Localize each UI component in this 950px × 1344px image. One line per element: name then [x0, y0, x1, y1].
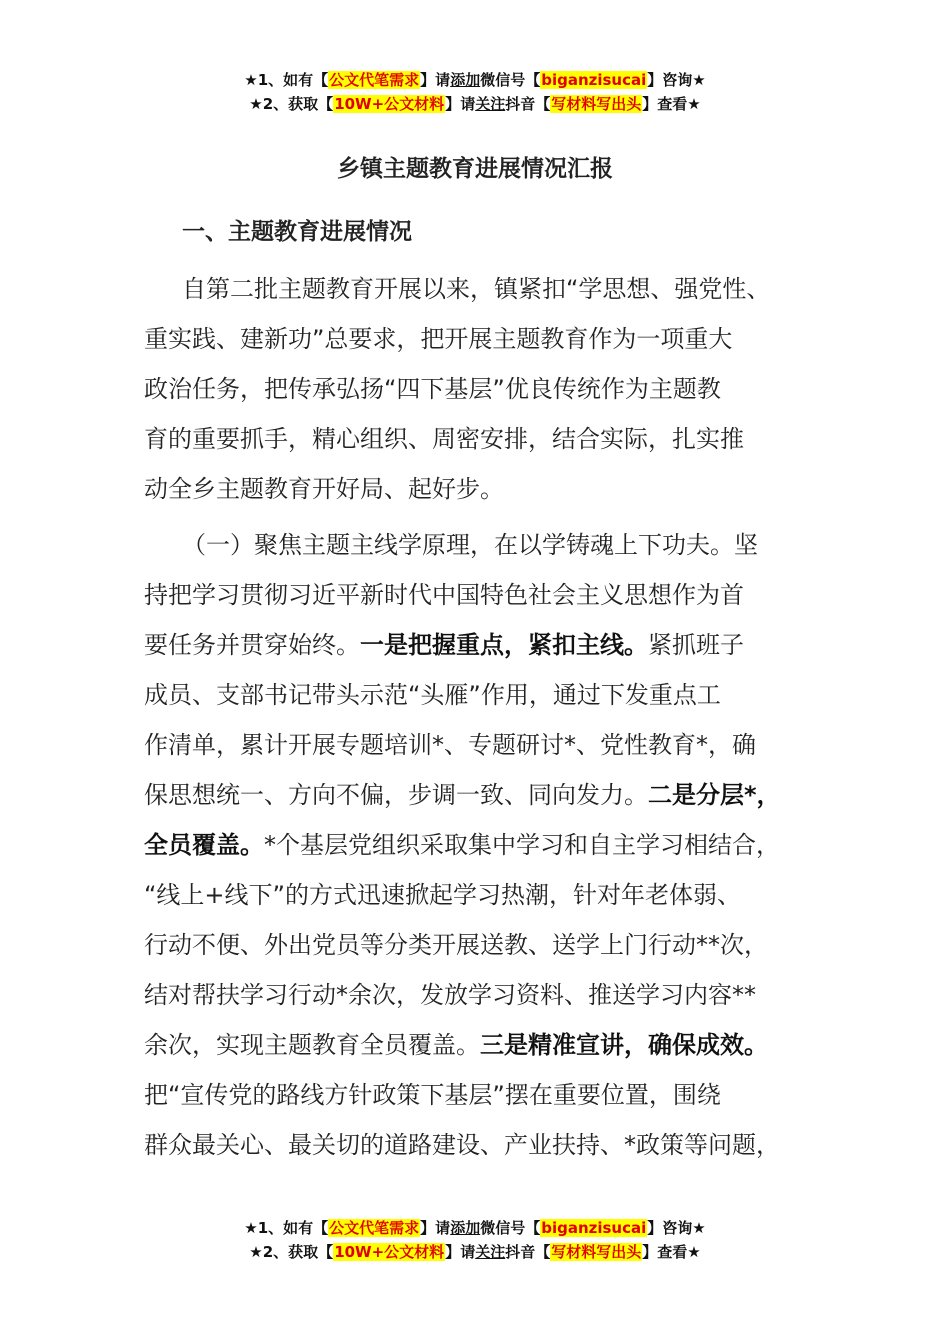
text-run: 保思想统一、方向不偏，步调一致、同向发力。: [144, 781, 648, 809]
banner-text: 】咨询★: [647, 1219, 706, 1237]
banner-underlined: 添加: [450, 1219, 481, 1237]
banner-highlight: 10W+公文材料: [334, 95, 445, 113]
banner-douyin-id: 写材料写出头: [551, 95, 642, 113]
paragraph-line: 政治任务，把传承弘扬“四下基层”优良传统作为主题教: [144, 375, 721, 403]
banner-underlined: 关注: [475, 95, 506, 113]
paragraph-line: 群众最关心、最关切的道路建设、产业扶持、*政策等问题，: [144, 1131, 780, 1159]
banner-text: 】查看★: [642, 1243, 701, 1261]
banner-text: 】请: [420, 1219, 451, 1237]
banner-text: 微信号【: [480, 71, 541, 89]
bold-point-1: 一是把握重点，紧扣主线。: [360, 631, 648, 659]
paragraph-line: 把“宣传党的路线方针政策下基层”摆在重要位置，围绕: [144, 1081, 721, 1109]
banner-line-2: [0, 92, 950, 116]
paragraph-line: 自第二批主题教育开展以来，镇紧扣“学思想、强党性、: [182, 275, 771, 303]
paragraph-line: 育的重要抓手，精心组织、周密安排，结合实际，扎实推: [144, 425, 744, 453]
banner-text: 微信号【: [480, 1219, 541, 1237]
paragraph-line: 结对帮扶学习行动*余次，发放学习资料、推送学习内容**: [144, 981, 756, 1009]
banner-line-1: [0, 68, 950, 92]
bottom-banner: [0, 1216, 950, 1264]
paragraph-line: 行动不便、外出党员等分类开展送教、送学上门行动**次，: [144, 931, 768, 959]
document-title: 乡镇主题教育进展情况汇报: [337, 156, 613, 182]
banner-text: ★1、如有【: [244, 71, 329, 89]
paragraph-line: 动全乡主题教育开好局、起好步。: [144, 475, 504, 503]
banner-wechat-id: biganzisucai: [541, 1219, 647, 1237]
banner-douyin-id: 写材料写出头: [551, 1243, 642, 1261]
paragraph-section-1: [144, 520, 824, 1170]
paragraph-line: [144, 770, 824, 820]
banner-text: 】查看★: [642, 95, 701, 113]
paragraph-line: 作清单，累计开展专题培训*、专题研讨*、党性教育*，确: [144, 731, 756, 759]
banner-highlight: 公文代笔需求: [329, 71, 420, 89]
paragraph-line: （一）聚焦主题主线学原理，在以学铸魂上下功夫。坚: [182, 531, 758, 559]
paragraph-intro: [144, 264, 824, 514]
banner-text: 】请: [445, 1243, 476, 1261]
banner-line-1: [0, 1216, 950, 1240]
banner-text: 抖音【: [505, 95, 551, 113]
bold-point-2-cont: 全员覆盖。: [144, 831, 264, 859]
banner-text: 】咨询★: [647, 71, 706, 89]
paragraph-line: “线上+线下”的方式迅速掀起学习热潮，针对年老体弱、: [144, 881, 741, 909]
paragraph-line: 持把学习贯彻习近平新时代中国特色社会主义思想作为首: [144, 581, 744, 609]
text-run: *个基层党组织采取集中学习和自主学习相结合，: [264, 831, 780, 859]
paragraph-line: [144, 1020, 824, 1070]
text-run: 要任务并贯穿始终。: [144, 631, 360, 659]
banner-text: ★2、获取【: [249, 1243, 334, 1261]
banner-text: 】请: [445, 95, 476, 113]
banner-highlight: 公文代笔需求: [329, 1219, 420, 1237]
section-heading: 一、主题教育进展情况: [182, 219, 412, 245]
banner-underlined: 添加: [450, 71, 481, 89]
text-run: 余次，实现主题教育全员覆盖。: [144, 1031, 480, 1059]
paragraph-line: 成员、支部书记带头示范“头雁”作用，通过下发重点工: [144, 681, 721, 709]
banner-line-2: [0, 1240, 950, 1264]
banner-text: ★2、获取【: [249, 95, 334, 113]
bold-point-2: 二是分层*，: [648, 781, 781, 809]
paragraph-line: 重实践、建新功”总要求，把开展主题教育作为一项重大: [144, 325, 733, 353]
banner-wechat-id: biganzisucai: [541, 71, 647, 89]
banner-text: ★1、如有【: [244, 1219, 329, 1237]
banner-text: 】请: [420, 71, 451, 89]
paragraph-line: [144, 620, 824, 670]
paragraph-line: [144, 820, 824, 870]
banner-underlined: 关注: [475, 1243, 506, 1261]
top-banner: [0, 68, 950, 116]
text-run: 紧抓班子: [648, 631, 744, 659]
banner-text: 抖音【: [505, 1243, 551, 1261]
bold-point-3: 三是精准宣讲，确保成效。: [480, 1031, 768, 1059]
banner-highlight: 10W+公文材料: [334, 1243, 445, 1261]
